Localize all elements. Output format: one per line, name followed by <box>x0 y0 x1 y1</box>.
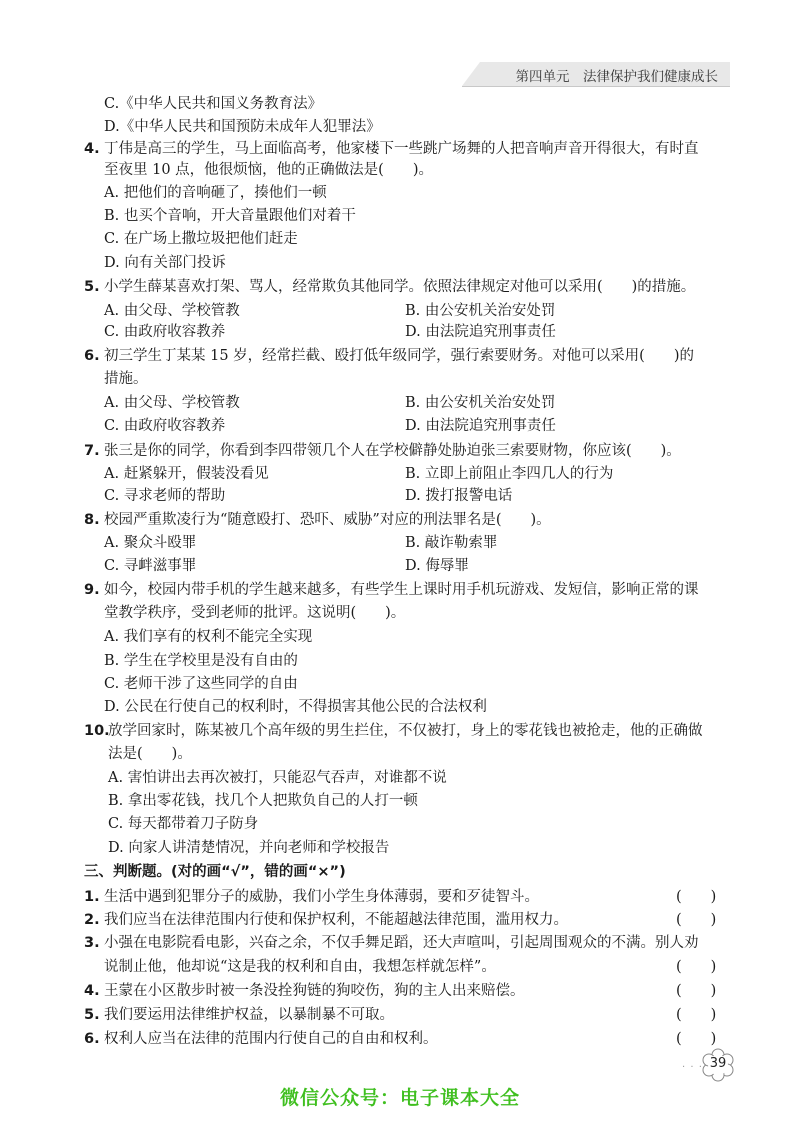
question-line <box>84 117 381 137</box>
question-text: C. 寻衅滋事罪 <box>104 558 197 574</box>
question-text: A. 由父母、学校管教 <box>104 303 240 319</box>
question-text: 权利人应当在法律的范围内行使自己的自由和权利。 <box>104 1031 438 1047</box>
question-text: 我们应当在法律范围内行使和保护权利，不能超越法律范围，滥用权力。 <box>104 912 568 928</box>
question-text: C. 由政府收容教养 <box>104 324 226 340</box>
answer-parentheses[interactable]: ( ) <box>676 959 717 975</box>
question-line <box>84 533 196 553</box>
page-number-dots: · · · <box>682 1062 703 1073</box>
question-line <box>84 486 225 506</box>
question-text: C. 由政府收容教养 <box>104 418 226 434</box>
question-line <box>84 510 551 530</box>
question-line <box>84 910 568 930</box>
question-line <box>84 160 433 180</box>
question-number: 3. <box>84 935 100 951</box>
option-right: D. 由法院追究刑事责任 <box>405 324 556 340</box>
unit-header <box>462 62 730 87</box>
option-right: B. 由公安机关治安处罚 <box>405 303 556 319</box>
question-text: B. 也买个音响，开大音量跟他们对着干 <box>104 208 356 224</box>
question-text: 生活中遇到犯罪分子的威胁，我们小学生身体薄弱，要和歹徒智斗。 <box>104 889 539 905</box>
header-decoration <box>462 62 480 86</box>
question-text: 说制止他，他却说“这是我的权利和自由，我想怎样就怎样”。 <box>104 959 496 975</box>
question-line <box>84 744 192 764</box>
question-text: 如今，校园内带手机的学生越来越多，有些学生上课时用手机玩游戏、发短信，影响正常的课 <box>104 582 699 598</box>
question-line <box>84 139 699 159</box>
question-text: A. 由父母、学校管教 <box>104 395 240 411</box>
question-text: D. 公民在行使自己的权利时，不得损害其他公民的合法权利 <box>104 699 487 715</box>
option-right: B. 由公安机关治安处罚 <box>405 395 556 411</box>
question-line <box>84 369 148 389</box>
question-line <box>84 651 298 671</box>
section-heading: 三、判断题。(对的画“√”，错的画“×”) <box>84 864 346 880</box>
question-line <box>84 301 240 321</box>
option-right: B. 立即上前阻止李四几人的行为 <box>405 466 614 482</box>
question-line <box>84 887 539 907</box>
question-text: C. 在广场上撒垃圾把他们赶走 <box>104 231 298 247</box>
question-line <box>84 768 447 788</box>
question-line <box>84 183 327 203</box>
answer-parentheses[interactable]: ( ) <box>676 983 717 999</box>
question-line <box>84 94 322 114</box>
option-right: D. 拨打报警电话 <box>405 488 513 504</box>
question-text: A. 把他们的音响砸了，揍他们一顿 <box>104 185 327 201</box>
question-text: A. 害怕讲出去再次被打，只能忍气吞声，对谁都不说 <box>108 770 447 786</box>
question-line <box>84 229 298 249</box>
question-text: A. 我们享有的权利不能完全实现 <box>104 629 313 645</box>
question-number: 5. <box>84 1007 100 1023</box>
question-line <box>84 627 312 647</box>
answer-parentheses[interactable]: ( ) <box>676 1031 717 1047</box>
question-line <box>84 393 240 413</box>
question-text: 初三学生丁某某 15 岁，经常拦截、殴打低年级同学，强行索要财务。对他可以采用( )的 <box>104 348 694 364</box>
question-number: 4. <box>84 983 100 999</box>
question-line <box>84 322 225 342</box>
answer-parentheses[interactable]: ( ) <box>676 912 717 928</box>
question-line <box>84 1005 394 1025</box>
question-text: C. 每天都带着刀子防身 <box>108 816 259 832</box>
watermark-text: 微信公众号：电子课本大全 <box>279 1087 520 1109</box>
question-number: 6. <box>84 348 100 364</box>
question-line <box>84 981 525 1001</box>
question-text: B. 拿出零花钱，找几个人把欺负自己的人打一顿 <box>108 793 418 809</box>
question-line <box>84 791 418 811</box>
question-text: A. 聚众斗殴罪 <box>104 535 197 551</box>
unit-title: 第四单元 法律保护我们健康成长 <box>515 69 718 85</box>
question-number: 8. <box>84 512 100 528</box>
question-line <box>84 1029 438 1049</box>
question-line <box>84 277 695 297</box>
question-text: D. 向有关部门投诉 <box>104 255 226 271</box>
question-number: 9. <box>84 582 100 598</box>
question-text: 丁伟是高三的学生，马上面临高考，他家楼下一些跳广场舞的人把音响声音开得很大，有时直 <box>104 141 699 157</box>
question-text: 至夜里 10 点，他很烦恼，他的正确做法是( )。 <box>104 162 433 178</box>
question-number: 7. <box>84 443 100 459</box>
question-text: 王蒙在小区散步时被一条没拴狗链的狗咬伤，狗的主人出来赔偿。 <box>104 983 525 999</box>
question-text: 小强在电影院看电影，兴奋之余，不仅手舞足蹈，还大声喧叫，引起周围观众的不满。别人劝 <box>104 935 699 951</box>
question-line <box>84 556 196 576</box>
question-text: 放学回家时，陈某被几个高年级的男生拦住，不仅被打，身上的零花钱也被抢走，他的正确做 <box>108 723 703 739</box>
question-text: D. 向家人讲清楚情况，并向老师和学校报告 <box>108 840 390 856</box>
question-text: 堂教学秩序，受到老师的批评。这说明( )。 <box>104 605 406 621</box>
question-line <box>84 346 694 366</box>
question-line <box>84 206 356 226</box>
question-number: 10. <box>84 723 110 739</box>
question-line <box>84 814 258 834</box>
question-text: 措施。 <box>104 371 148 387</box>
question-line <box>84 957 496 977</box>
question-number: 2. <box>84 912 100 928</box>
question-number: 4. <box>84 141 100 157</box>
answer-parentheses[interactable]: ( ) <box>676 889 717 905</box>
page-number: 39 <box>709 1056 727 1071</box>
question-text: 校园严重欺凌行为“随意殴打、恐吓、威胁”对应的刑法罪名是( )。 <box>104 512 551 528</box>
question-text: A. 赶紧躲开，假装没看见 <box>104 466 269 482</box>
question-text: 我们要运用法律维护权益，以暴制暴不可取。 <box>104 1007 394 1023</box>
question-text: 法是( )。 <box>108 746 192 762</box>
option-right: D. 由法院追究刑事责任 <box>405 418 556 434</box>
question-line <box>84 838 389 858</box>
question-text: D.《中华人民共和国预防未成年人犯罪法》 <box>104 119 381 135</box>
question-line <box>84 580 699 600</box>
question-number: 6. <box>84 1031 100 1047</box>
question-text: C. 寻求老师的帮助 <box>104 488 226 504</box>
question-text: 张三是你的同学，你看到李四带领几个人在学校僻静处胁迫张三索要财物，你应该( )。 <box>104 443 681 459</box>
question-line <box>84 603 405 623</box>
option-right: B. 敲诈勒索罪 <box>405 535 498 551</box>
question-line <box>84 933 699 953</box>
question-line <box>84 253 226 273</box>
page-number-badge <box>701 1048 735 1082</box>
question-text: B. 学生在学校里是没有自由的 <box>104 653 298 669</box>
question-line <box>84 416 225 436</box>
question-text: 小学生薛某喜欢打架、骂人，经常欺负其他同学。依照法律规定对他可以采用( )的措施。 <box>104 279 696 295</box>
question-line <box>84 697 487 717</box>
answer-parentheses[interactable]: ( ) <box>676 1007 717 1023</box>
question-line <box>84 464 269 484</box>
question-text: C. 老师干涉了这些同学的自由 <box>104 676 298 692</box>
question-text: C.《中华人民共和国义务教育法》 <box>104 96 323 112</box>
question-number: 5. <box>84 279 100 295</box>
question-line <box>84 441 681 461</box>
question-line <box>84 721 703 741</box>
option-right: D. 侮辱罪 <box>405 558 469 574</box>
question-number: 1. <box>84 889 100 905</box>
question-line <box>84 674 298 694</box>
